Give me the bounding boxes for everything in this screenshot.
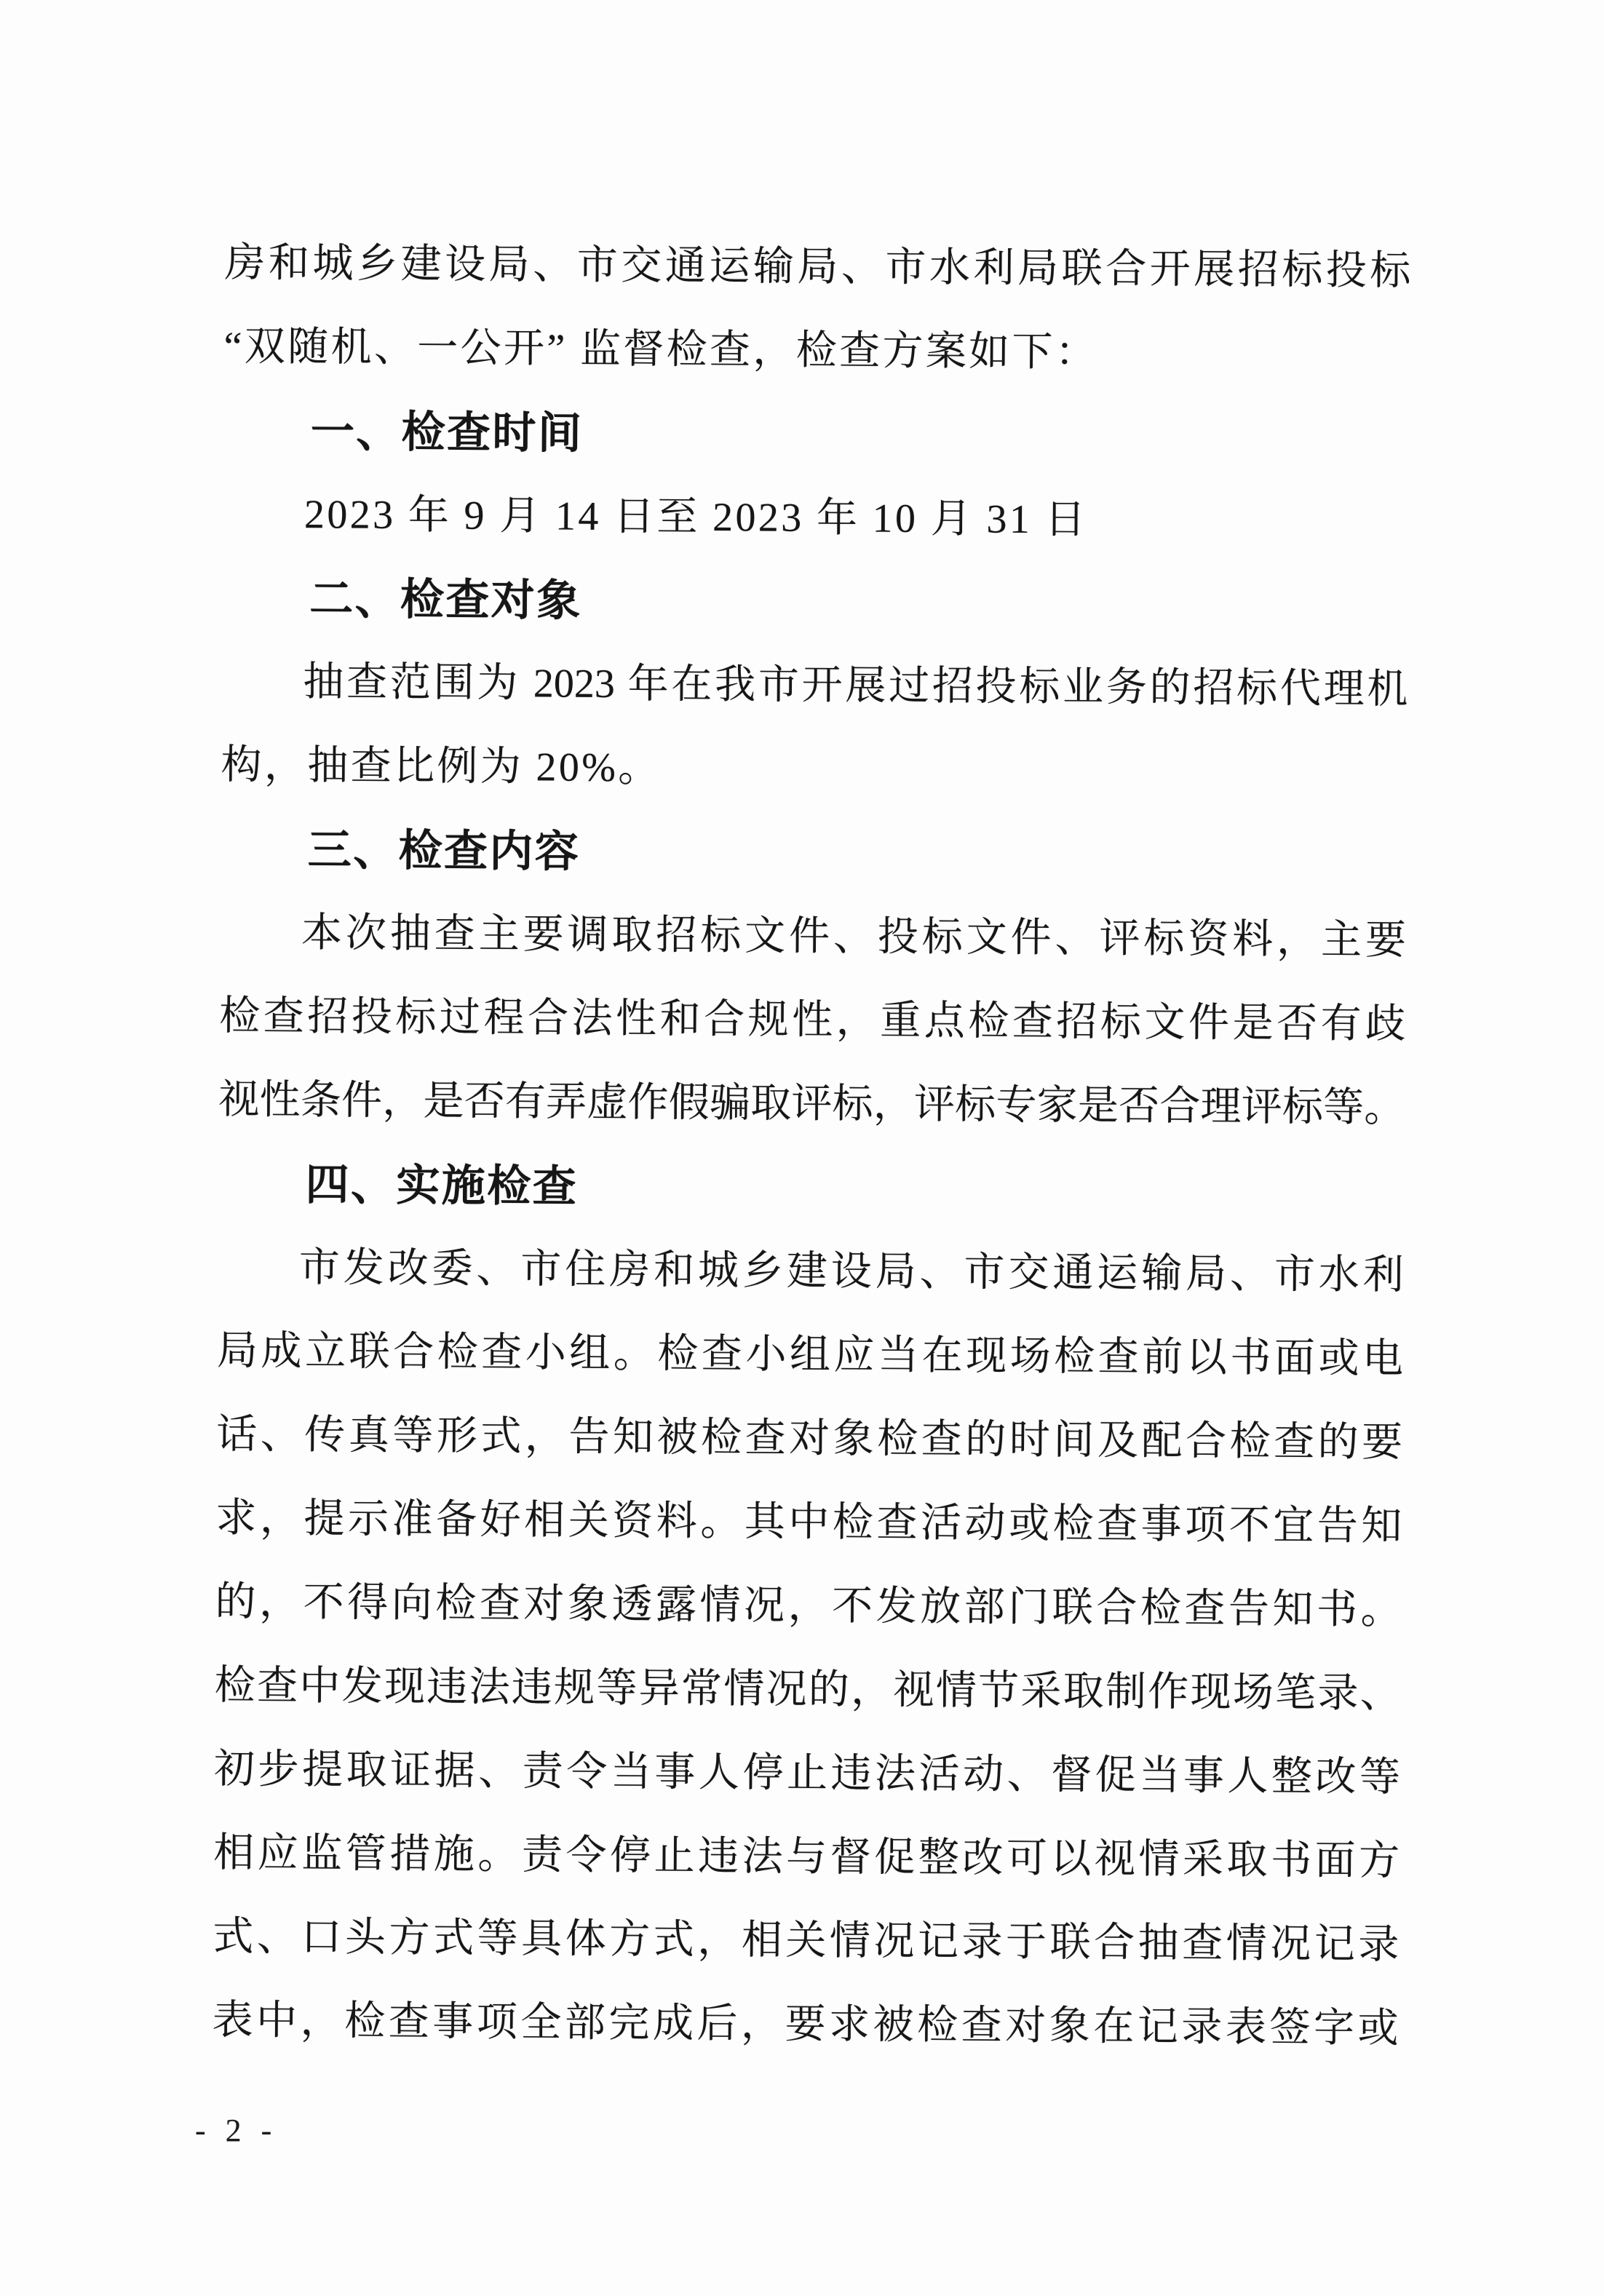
doc-line-9: 本次抽查主要调取招标文件、投标文件、评标资料，主要 bbox=[301, 910, 1407, 964]
doc-line-21: 式、口头方式等具体方式，相关情况记录于联合抽查情况记录 bbox=[213, 1914, 1399, 1968]
doc-line-7: 构，抽查比例为 20%。 bbox=[221, 742, 662, 791]
doc-line-15: 话、传真等形式，告知被检查对象检查的时间及配合检查的要 bbox=[215, 1412, 1403, 1466]
heading-inspection-time: 一、检查时间 bbox=[310, 407, 584, 458]
heading-implementation: 四、实施检查 bbox=[305, 1160, 579, 1211]
doc-line-20: 相应监管措施。责令停止违法与督促整改可以视情采取书面方 bbox=[213, 1830, 1400, 1884]
doc-line-19: 初步提取证据、责令当事人停止违法活动、督促当事人整改等 bbox=[213, 1747, 1401, 1800]
doc-line-2-quote: “双随机、一公开” 监督检查，检查方案如下： bbox=[223, 324, 1099, 376]
inspection-date-range: 2023 年 9 月 14 日至 2023 年 10 月 31 日 bbox=[303, 492, 1089, 543]
document-body bbox=[212, 221, 1411, 2070]
doc-line-18: 检查中发现违法违规等异常情况的，视情节采取制作现场笔录、 bbox=[214, 1663, 1401, 1717]
heading-inspection-target: 二、检查对象 bbox=[309, 574, 582, 625]
doc-line-6: 抽查范围为 2023 年在我市开展过招投标业务的招标代理机 bbox=[303, 659, 1408, 712]
doc-line-13: 市发改委、市住房和城乡建设局、市交通运输局、市水利 bbox=[298, 1245, 1404, 1298]
doc-line-16: 求，提示准备好相关资料。其中检查活动或检查事项不宜告知 bbox=[215, 1495, 1402, 1549]
doc-line-22: 表中，检查事项全部完成后，要求被检查对象在记录表签字或 bbox=[212, 1998, 1399, 2051]
doc-line-10: 检查招投标过程合法性和合规性，重点检查招标文件是否有歧 bbox=[219, 993, 1406, 1047]
page-number: - 2 - bbox=[195, 2113, 278, 2148]
doc-line-1: 房和城乡建设局、市交通运输局、市水利局联合开展招标投标 bbox=[224, 240, 1411, 294]
doc-line-14: 局成立联合检查小组。检查小组应当在现场检查前以书面或电 bbox=[216, 1328, 1404, 1382]
doc-line-11: 视性条件，是否有弄虚作假骗取评标，评标专家是否合理评标等。 bbox=[218, 1077, 1405, 1131]
doc-line-17: 的，不得向检查对象透露情况，不发放部门联合检查告知书。 bbox=[215, 1579, 1402, 1633]
heading-inspection-content: 三、检查内容 bbox=[307, 825, 581, 876]
